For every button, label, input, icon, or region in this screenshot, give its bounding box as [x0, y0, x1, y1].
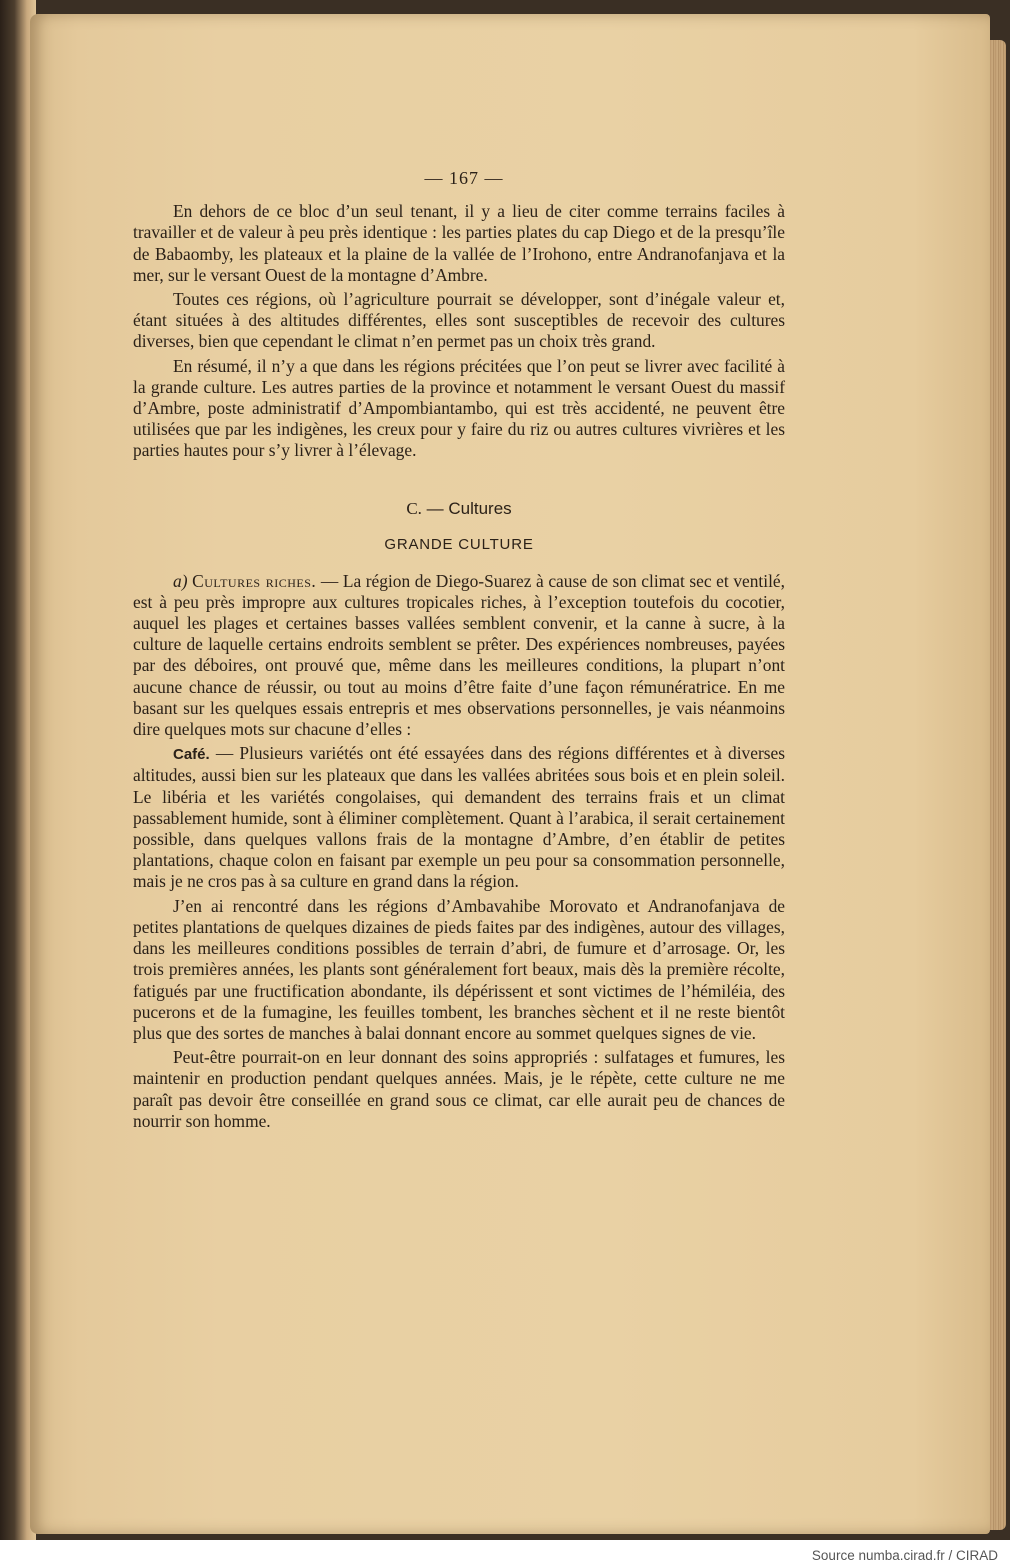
source-credit: Source numba.cirad.fr / CIRAD [811, 1548, 998, 1563]
page-text [133, 168, 785, 1132]
paragraph-cafe [133, 743, 785, 892]
cultures-riches-label: Cultures riches. [192, 570, 317, 591]
cafe-label: Café. [173, 746, 210, 764]
page-number: — 167 — [424, 168, 504, 188]
section-title-text: — Cultures [426, 498, 512, 518]
paragraph: Toutes ces régions, où l’agriculture pourrait se développer, sont d’inégale valeur et, étant situées à des altitudes différentes, elles sont susceptibles de recevoir des cultures diverses, bien que cependant le climat n’en permet pas un choix très grand. [133, 289, 785, 352]
cafe-text: — Plusieurs variétés ont été essayées dans des régions différentes et à diverses altitudes, aussi bien sur les plateaux que dans les vallées abritées sous bois et en plein soleil. Le libéria et les variétés congolaises, qui demandent des terrains frais et un climat passablement humide, sont à éliminer complètement. Quant à l’arabica, il serait certainement possible, dans quelques vallons frais de la montagne d’Ambre, d’en établir de petites plantations, chaque colon en faisant par exemple un peu pour sa consommation personnelle, mais je ne cros pas à sa culture en grand dans la région. [133, 743, 785, 892]
list-marker: a) [173, 570, 188, 591]
section-title [133, 498, 785, 519]
subsection-title: GRANDE CULTURE [384, 535, 534, 553]
cultures-riches-text: — La région de Diego-Suarez à cause de son climat sec et ventilé, est à peu près impropre aux cultures tropicales riches, à l’exception toutefois du cocotier, auquel les plages et certaines basses vallées semblent convenir, et la canne à sucre, à la culture de laquelle certains endroits semblent se prêter. Des expériences nombreuses, payées par des déboires, ont prouvé que, même dans les meilleures conditions, la plupart n’ont aucune chance de réussir, ou tout au moins d’être faite d’une façon rémunératrice. En me basant sur les quelques essais entrepris et mes observations personnelles, je vais néanmoins dire quelques mots sur chacune d’elles : [133, 570, 785, 740]
paragraph: J’en ai rencontré dans les régions d’Ambavahibe Morovato et Andranofanjava de petites plantations de quelques dizaines de pieds faites par des indigènes, autour des villages, dans les meilleures conditions possibles de terrain d’abri, de fumure et d’arrosage. Or, les trois premières années, les plants sont généralement fort beaux, mais dès la première récolte, fatigués par une fructification abondante, ils dépérissent et sont victimes de l’hémiléia, des pucerons et de la fumagine, les feuilles tombent, les branches sèchent et il ne reste bientôt plus que des sortes de manches à balai donnant encore au sommet quelques signes de vie. [133, 895, 785, 1043]
section-letter: C. [406, 498, 422, 518]
paragraph-cultures-riches [133, 571, 785, 741]
paragraph: Peut-être pourrait-on en leur donnant des soins appropriés : sulfatages et fumures, les maintenir en production pendant quelques années. Mais, je le répète, cette culture ne me paraît pas devoir être conseillée en grand sous ce climat, car elle aurait peu de chances de nourrir son homme. [133, 1047, 785, 1131]
paragraph: En résumé, il n’y a que dans les régions précitées que l’on peut se livrer avec facilité à la grande culture. Les autres parties de la province et notamment le versant Ouest du massif d’Ambre, poste administratif d’Ampombiantambo, qui est très accidenté, ne peuvent être utilisées que par les indigènes, les creux pour y faire du riz ou autres cultures vivrières et les parties hautes pour s’y livrer à l’élevage. [133, 355, 785, 461]
paragraph: En dehors de ce bloc d’un seul tenant, il y a lieu de citer comme terrains faciles à travailler et de valeur à peu près identique : les parties plates du cap Diego et de la presqu’île de Babaomby, les plateaux et la plaine de la vallée de l’Irohono, entre Andranofanjava et la mer, sur le versant Ouest de la montagne d’Ambre. [133, 201, 785, 285]
